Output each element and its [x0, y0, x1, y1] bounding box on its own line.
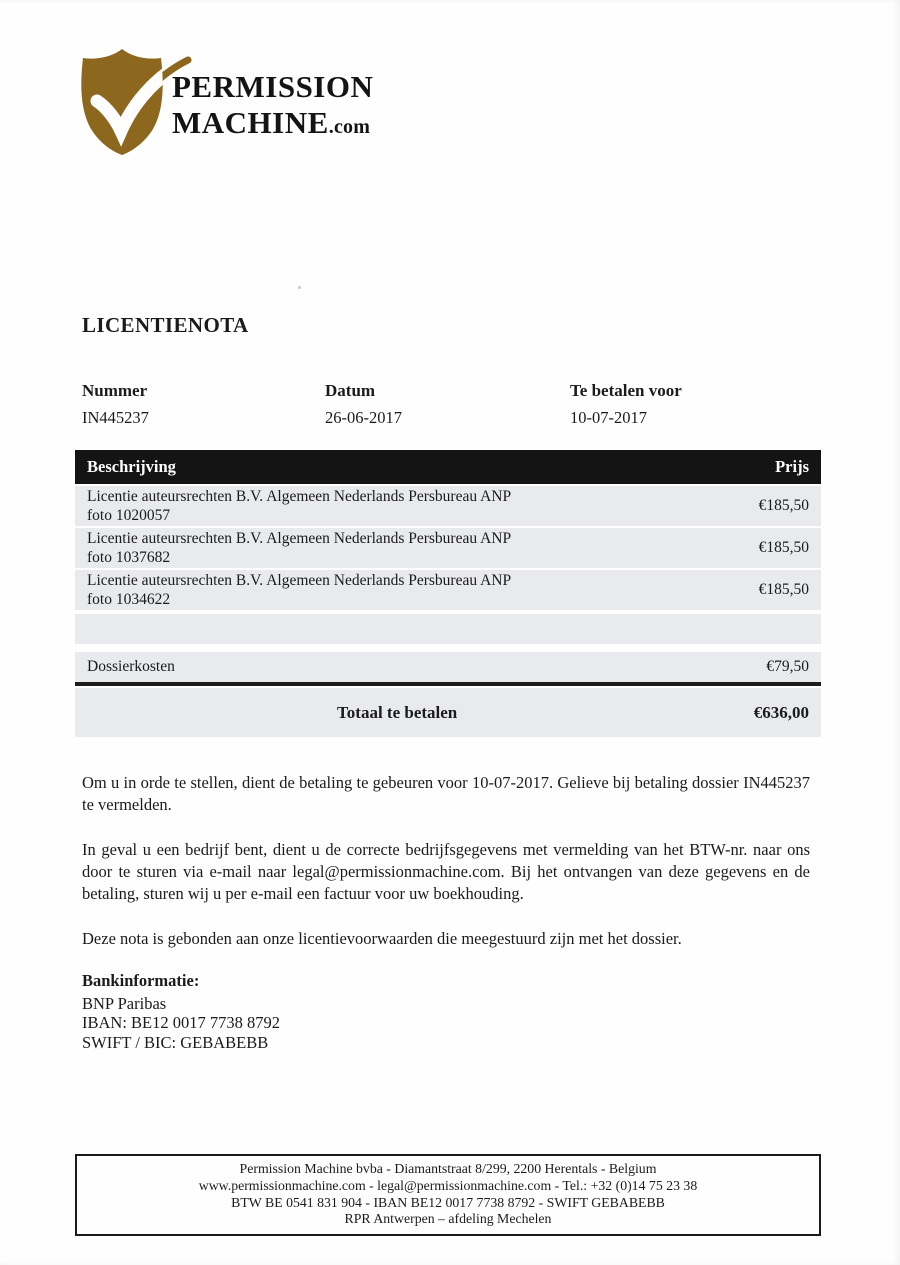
meta-field-number: [82, 381, 149, 428]
meta-label: Nummer: [82, 381, 148, 400]
meta-field-due-date: [570, 381, 682, 428]
brand-logo: [78, 44, 378, 159]
body-paragraph-company: In geval u een bedrijf bent, dient u de correcte bedrijfsgegevens met vermelding van het BTW-nr. naar ons door te sturen via e-mail naar legal@permissionmachine.com. Bij het ontvangen van deze gegevens en de betaling, sturen wij u per e-mail een factuur voor uw boekhouding.: [82, 840, 810, 903]
table-row: [75, 486, 821, 526]
footer-line-rpr: RPR Antwerpen – afdeling Mechelen: [344, 1211, 552, 1227]
row-price: €185,50: [758, 581, 809, 598]
meta-label: Datum: [325, 381, 376, 400]
brand-tld: .com: [328, 116, 371, 138]
brand-wordmark: [172, 69, 374, 144]
bank-iban: IBAN: BE12 0017 7738 8792: [82, 1013, 280, 1032]
bank-info-heading: Bankinformatie:: [82, 971, 200, 990]
row-price: €185,50: [758, 497, 809, 514]
brand-name-bottom: MACHINE: [172, 105, 329, 140]
meta-value: IN445237: [82, 408, 149, 427]
empty-row: [75, 614, 821, 644]
footer-line-contact: www.permissionmachine.com - legal@permissionmachine.com - Tel.: +32 (0)14 75 23 38: [198, 1177, 698, 1193]
table-header-row: [75, 450, 821, 484]
total-row: [75, 688, 821, 737]
total-label: Totaal te betalen: [337, 702, 458, 722]
row-description: Dossierkosten: [87, 658, 175, 676]
fee-row: [75, 652, 821, 682]
invoice-meta: [82, 381, 822, 433]
brand-name-top: PERMISSION: [172, 69, 374, 104]
row-description: Licentie auteursrechten B.V. Algemeen Nederlands Persbureau ANP foto 1037682: [87, 529, 511, 566]
bank-name: BNP Paribas: [82, 993, 167, 1013]
total-price: €636,00: [753, 702, 809, 722]
footer-line-vat-bank: BTW BE 0541 831 904 - IBAN BE12 0017 7738 8792 - SWIFT GEBABEBB: [231, 1194, 665, 1210]
bank-swift: SWIFT / BIC: GEBABEBB: [82, 1032, 269, 1052]
column-header-description: Beschrijving: [87, 457, 176, 476]
bank-info: [82, 971, 280, 1052]
total-divider: [75, 682, 821, 686]
invoice-table: [75, 450, 821, 737]
row-description: Licentie auteursrechten B.V. Algemeen Nederlands Persbureau ANP foto 1020057: [87, 487, 511, 524]
column-header-price: Prijs: [775, 457, 809, 476]
body-paragraph-payment: Om u in orde te stellen, dient de betaling te gebeuren voor 10-07-2017. Gelieve bij betaling dossier IN445237 te vermelden.: [82, 773, 810, 814]
body-paragraph-terms: Deze nota is gebonden aan onze licentievoorwaarden die meegestuurd zijn met het dossier.: [82, 929, 682, 948]
scan-speck: [298, 286, 301, 289]
meta-value: 26-06-2017: [325, 408, 402, 427]
meta-field-date: [325, 381, 402, 428]
footer-line-address: Permission Machine bvba - Diamantstraat 8/299, 2200 Herentals - Belgium: [239, 1161, 657, 1176]
table-row: [75, 570, 821, 610]
document-title: LICENTIENOTA: [82, 313, 249, 337]
row-description: Licentie auteursrechten B.V. Algemeen Nederlands Persbureau ANP foto 1034622: [87, 571, 511, 608]
body-text: [82, 772, 810, 973]
footer-box: [75, 1154, 821, 1236]
row-price: €79,50: [766, 658, 809, 675]
row-price: €185,50: [758, 539, 809, 556]
meta-label: Te betalen voor: [570, 381, 682, 400]
meta-value: 10-07-2017: [570, 408, 647, 427]
table-row: [75, 528, 821, 568]
